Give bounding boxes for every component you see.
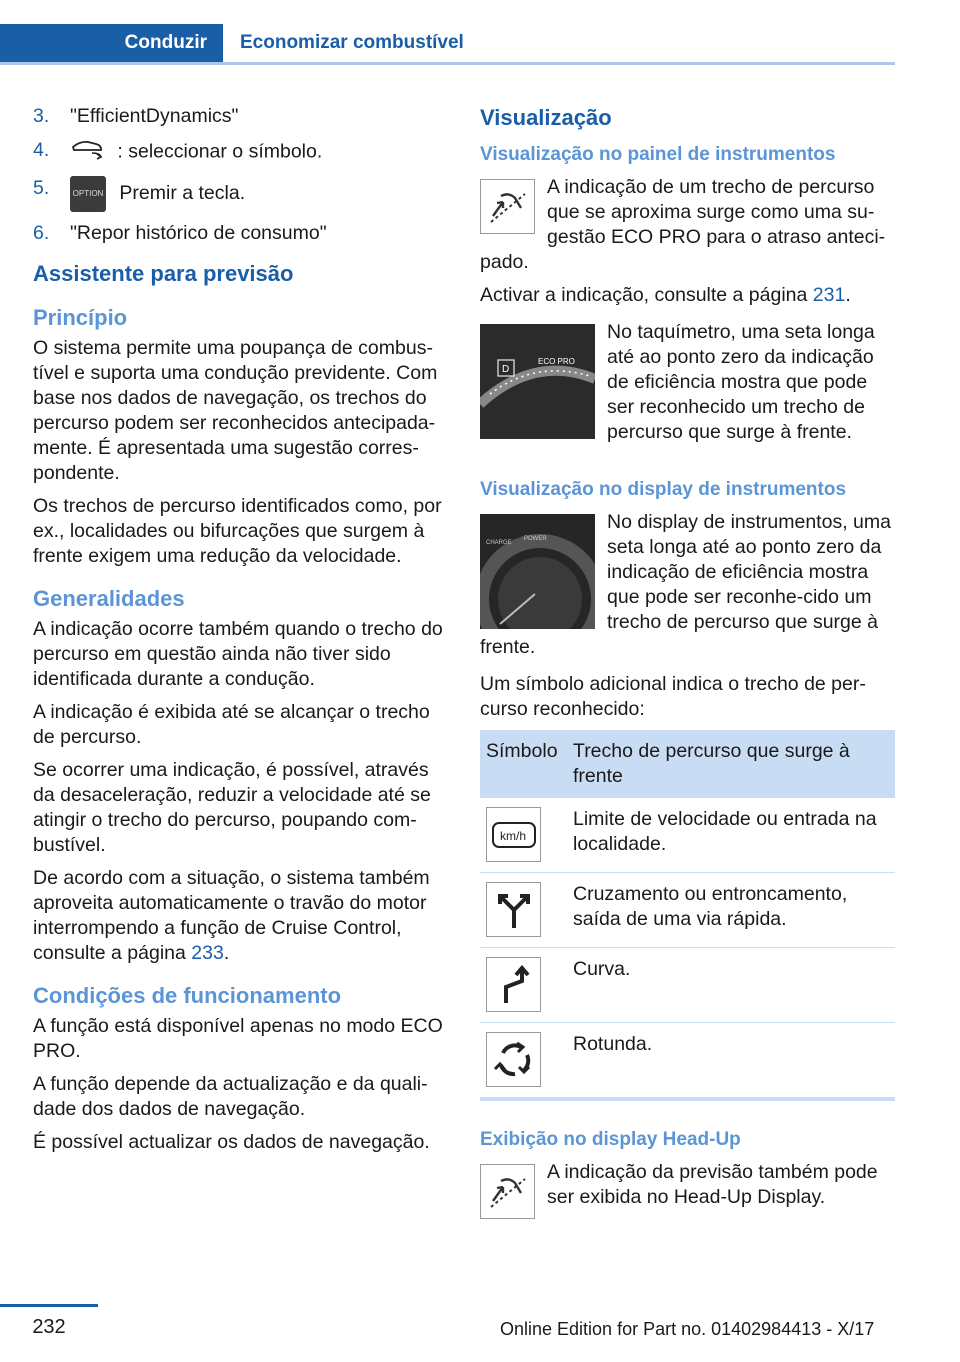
paragraph: A indicação ocorre também quando o trecho do percurso em questão ainda não tiver sido identificada durante a condução. [33,618,443,690]
eco-pro-hint-icon [480,179,535,234]
step-number: 6. [33,222,50,244]
header-tabs [0,24,895,65]
step-number: 4. [33,139,50,161]
table-row [480,948,895,1023]
speed-limit-icon [486,807,541,862]
paragraph: Os trechos de percurso identificados como, por ex., localidades ou bifurcações que surgem à frente exigem uma redução da velocidade. [33,495,442,567]
table-header: Trecho de percurso que surge à frente [567,730,895,798]
page-number: 232 [32,1316,66,1338]
paragraph-text: . [845,284,851,306]
paragraph: A indicação é exibida até se alcançar o trecho de percurso. [33,701,430,748]
paragraph-text: . [223,942,230,964]
painel-heading: Visualização no painel de instrumentos [480,144,836,165]
step-text: "Repor histórico de consumo" [70,222,327,244]
step-6 [33,221,449,246]
gauge-power-label: POWER [524,536,547,542]
table-cell: Limite de velocidade ou entrada na localidade. [567,798,895,873]
headup-heading: Exibição no display Head-Up [480,1129,741,1150]
paragraph: O sistema permite uma poupança de combus‐tível e suporta uma condução previdente. Com base nos dados de navegação, os trechos do percurso podem ser reconhecidos antecipada‐mente. É apresentada uma sugestão corres‐pondente. [33,337,438,484]
page-link[interactable]: 233 [191,942,224,964]
table-row [480,798,895,873]
generalidades-heading: Generalidades [33,586,185,611]
paragraph: Um símbolo adicional indica o trecho de per‐curso reconhecido: [480,673,866,720]
paragraph: A indicação de um trecho de percurso que se aproxima surge como uma su‐gestão ECO PRO para o atraso anteci‐pado. [480,176,886,273]
page-number-bar [0,1304,98,1307]
paragraph: Se ocorrer uma indicação, é possível, através da desaceleração, reduzir a velocidade até se atingir o trecho do percurso, poupando com‐bustível. [33,759,431,856]
table-cell: Curva. [567,948,895,1023]
speed-limit-label: km/h [499,828,526,843]
step-text: : seleccionar o símbolo. [112,140,323,163]
paragraph [480,283,895,308]
paragraph [33,866,449,966]
table-row [480,1023,895,1100]
curve-icon [486,957,541,1012]
gauge-gear-label: D [502,364,510,375]
step-3 [33,104,449,129]
principio-heading: Princípio [33,305,128,330]
section-tab: Conduzir [0,24,223,62]
symbol-table [480,730,895,1101]
junction-icon [486,882,541,937]
paragraph: No display de instrumentos, uma seta longa até ao ponto zero da indicação de eficiência mostra que pode ser reconhe‐cido um trecho de percurso que surge à frente. [480,511,891,658]
instrument-display-image [480,514,595,629]
option-key-icon: OPTION [70,176,106,212]
step-4 [33,138,449,167]
step-text: "EfficientDynamics" [70,105,239,127]
car-route-icon [70,138,106,167]
section-heading: Assistente para previsão [33,261,294,286]
eco-pro-hint-icon [480,1164,535,1219]
table-header-row [480,730,895,798]
right-column [480,104,895,1225]
gauge-charge-label: CHARGE [486,540,512,546]
step-number: 5. [33,177,50,199]
page-link[interactable]: 231 [812,284,846,306]
step-text: Premir a tecla. [114,182,246,205]
step-number: 3. [33,105,50,127]
speedometer-image [480,324,595,439]
table-header: Símbolo [480,730,567,798]
gauge-eco-label: ECO PRO [538,357,575,366]
condicoes-heading: Condições de funcionamento [33,983,342,1008]
table-cell: Cruzamento ou entroncamento, saída de uma via rápida. [567,873,895,948]
subsection-tab: Economizar combustível [240,32,464,53]
table-cell: Rotunda. [567,1023,895,1100]
display-heading: Visualização no display de instrumentos [480,479,847,500]
step-5 [33,176,449,212]
table-row [480,873,895,948]
paragraph-text: Activar a indicação, consulte a página [480,284,813,306]
paragraph: É possível actualizar os dados de navegação. [33,1131,430,1153]
left-column [33,104,449,1163]
paragraph: A função está disponível apenas no modo ECO PRO. [33,1015,443,1062]
visualizacao-heading: Visualização [480,105,612,130]
paragraph: A indicação da previsão também pode ser exibida no Head-Up Display. [547,1161,878,1208]
paragraph: No taquímetro, uma seta longa até ao ponto zero da indicação de eficiência mostra que pode ser reconhecido um trecho de percurso que surge à frente. [607,321,875,443]
paragraph: A função depende da actualização e da quali‐dade dos dados de navegação. [33,1073,428,1120]
roundabout-icon [486,1032,541,1087]
footer-edition: Online Edition for Part no. 01402984413 - X/17 [500,1319,875,1339]
paragraph-text: De acordo com a situação, o sistema também aproveita automaticamente o travão do motor interrompendo a função de Cruise Control, consulte a página [33,867,430,964]
